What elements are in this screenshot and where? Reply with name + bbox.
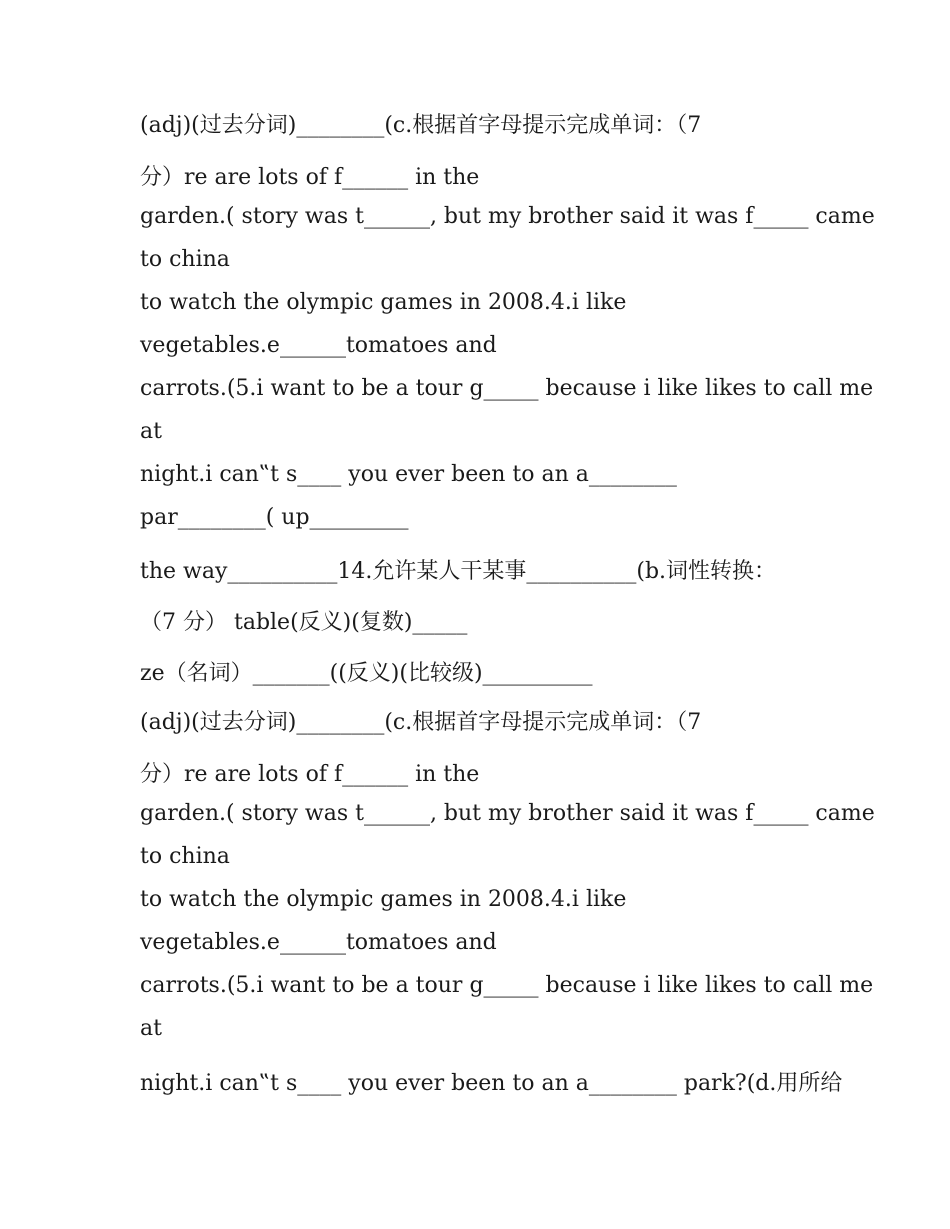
text-line: (adj)(过去分词)________(c.根据首字母提示完成单词：（7: [140, 113, 702, 138]
text-line: garden.( story was t______, but my brother said it was f_____ came: [140, 204, 875, 229]
text-line: to watch the olympic games in 2008.4.i like: [140, 290, 627, 315]
text-line: vegetables.e______tomatoes and: [140, 333, 497, 358]
text-line: to china: [140, 844, 230, 869]
text-line: vegetables.e______tomatoes and: [140, 930, 497, 955]
text-line: （7 分） table(反义)(复数)_____: [140, 610, 468, 635]
text-line: night.i can‟t s____ you ever been to an a________ park?(d.用所给: [140, 1071, 843, 1096]
text-line: carrots.(5.i want to be a tour g_____ because i like likes to call me: [140, 376, 874, 401]
text-line: (adj)(过去分词)________(c.根据首字母提示完成单词：（7: [140, 710, 702, 735]
text-line: 分）re are lots of f______ in the: [140, 762, 480, 787]
text-line: garden.( story was t______, but my brother said it was f_____ came: [140, 801, 875, 826]
text-line: at: [140, 419, 162, 444]
text-line: night.i can‟t s____ you ever been to an a________: [140, 462, 677, 487]
text-line: at: [140, 1016, 162, 1041]
text-line: par________( up_________: [140, 505, 409, 530]
text-line: ze（名词）_______((反义)(比较级)__________: [140, 661, 593, 686]
text-line: 分）re are lots of f______ in the: [140, 165, 480, 190]
text-line: carrots.(5.i want to be a tour g_____ because i like likes to call me: [140, 973, 874, 998]
text-line: the way__________14.允许某人干某事__________(b.词性转换：: [140, 559, 777, 584]
text-line: to watch the olympic games in 2008.4.i like: [140, 887, 627, 912]
text-line: to china: [140, 247, 230, 272]
